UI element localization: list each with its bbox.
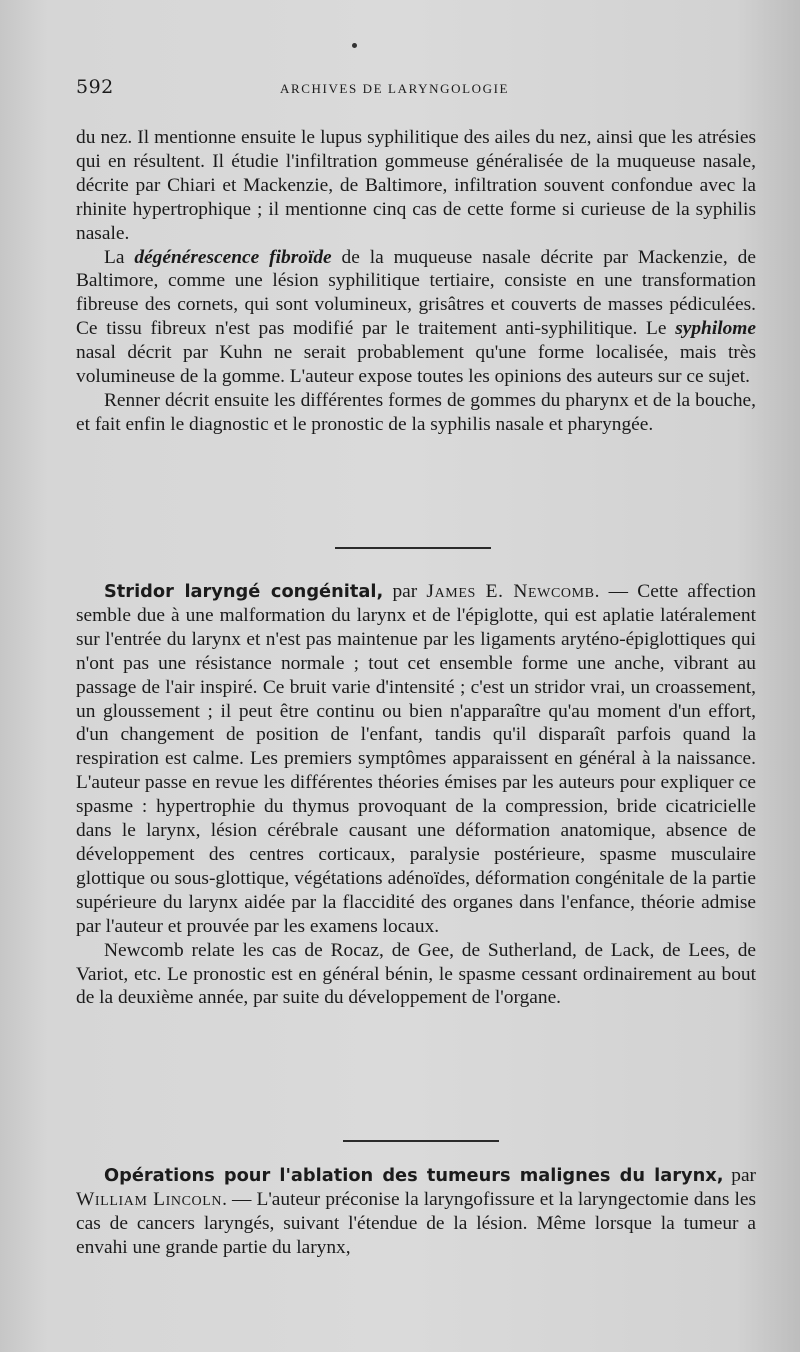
section-syphilis-nasale: [76, 126, 756, 437]
article-title: Stridor laryngé congénital,: [104, 581, 384, 602]
section-tumeurs-larynx: [76, 1164, 756, 1260]
paragraph: [76, 246, 756, 389]
emphasized-term: dégénérescence fibroïde: [134, 246, 332, 268]
paragraph: [76, 126, 756, 246]
paragraph: [76, 1164, 756, 1260]
separator: . —: [222, 1188, 257, 1210]
page-number: 592: [76, 76, 114, 98]
article-author: James E. Newcomb: [426, 581, 595, 602]
article-author: William Lincoln: [76, 1188, 223, 1210]
section-divider: [343, 1140, 499, 1142]
paragraph-text: du nez. Il mentionne ensuite le lupus syphilitique des ailes du nez, ainsi que les atrésies qui en résultent. Il étudie l'infiltration gommeuse généralisée de la muqueuse nasale, décrite par Chiari et Mackenzie, de Baltimore, infiltration souvent confondue avec la rhinite hypertrophique ; il mentionne cinq cas de cette forme si curieuse de la syphilis nasale.: [76, 127, 756, 244]
section-divider: [335, 547, 491, 549]
page-header: [76, 76, 756, 106]
paragraph-text: Cette affection semble due à une malformation du larynx et de l'épiglotte, qui est aplatie latéralement sur l'entrée du larynx et n'est pas maintenue par les ligaments aryténo-épiglottiques qui n'ont pas une résistance normale ; tout cet ensemble forme une anche, vibrant au passage de l'air inspiré. Ce bruit varie d'intensité ; c'est un stridor vrai, un croassement, un gloussement ; il peut être continu ou bien n'apparaître qu'au moment d'un effort, d'un changement de position de l'enfant, tandis qu'il disparaît parfois quand la respiration est calme. Les premiers symptômes apparaissent en général à la naissance. L'auteur passe en revue les différentes théories émises par les auteurs pour expliquer ce spasme : hypertrophie du thymus provoquant de la compression, bride cicatricielle dans le larynx, lésion cérébrale causant une déformation anatomique, absence de développement des centres corticaux, paralysie postérieure, spasme musculaire glottique ou sous-glottique, végétations adénoïdes, déformation congénitale de la partie supérieure du larynx aidée par la flaccidité des organes dans l'enfance, théorie admise par l'auteur et prouvée par les examens locaux.: [76, 581, 756, 937]
separator: . —: [594, 581, 638, 602]
emphasized-term: syphilome: [675, 318, 756, 340]
article-title: Opérations pour l'ablation des tumeurs malignes du larynx,: [104, 1165, 724, 1186]
by-word: par: [723, 1165, 757, 1186]
paragraph: [76, 389, 756, 437]
paragraph: [76, 580, 756, 939]
paragraph-text: Newcomb relate les cas de Rocaz, de Gee, de Sutherland, de Lack, de Lees, de Variot, etc. Le pronostic est en général bénin, le spasme cessant ordinairement au bout de la deuxième année, par suite du développement de l'organe.: [76, 939, 756, 1009]
paragraph-text: Renner décrit ensuite les différentes formes de gommes du pharynx et de la bouche, et fait enfin le diagnostic et le pronostic de la syphilis nasale et pharyngée.: [76, 389, 756, 435]
section-stridor: [76, 580, 756, 1010]
by-word: par: [383, 581, 427, 602]
paragraph: [76, 939, 756, 1011]
paragraph-text: La: [104, 246, 135, 268]
paragraph-text: nasal décrit par Kuhn ne serait probablement qu'une forme localisée, mais très volumineuse de la gomme. L'auteur expose toutes les opinions des auteurs sur ce sujet.: [76, 342, 756, 388]
running-title: ARCHIVES DE LARYNGOLOGIE: [280, 81, 510, 96]
ink-speck: [352, 43, 357, 48]
paragraph-text: de la muqueuse nasale décrite par Mackenzie, de Baltimore, comme une lésion syphilitique tertiaire, consiste en une transformation fibreuse des cornets, qui sont volumineux, grisâtres et couverts de masses pédiculées. Ce tissu fibreux n'est pas modifié par le traitement anti-syphilitique. Le: [76, 246, 756, 340]
paragraph-text: L'auteur préconise la laryngofissure et la laryngectomie dans les cas de cancers laryngés, suivant l'étendue de la lésion. Même lorsque la tumeur a envahi une grande partie du larynx,: [76, 1188, 756, 1258]
